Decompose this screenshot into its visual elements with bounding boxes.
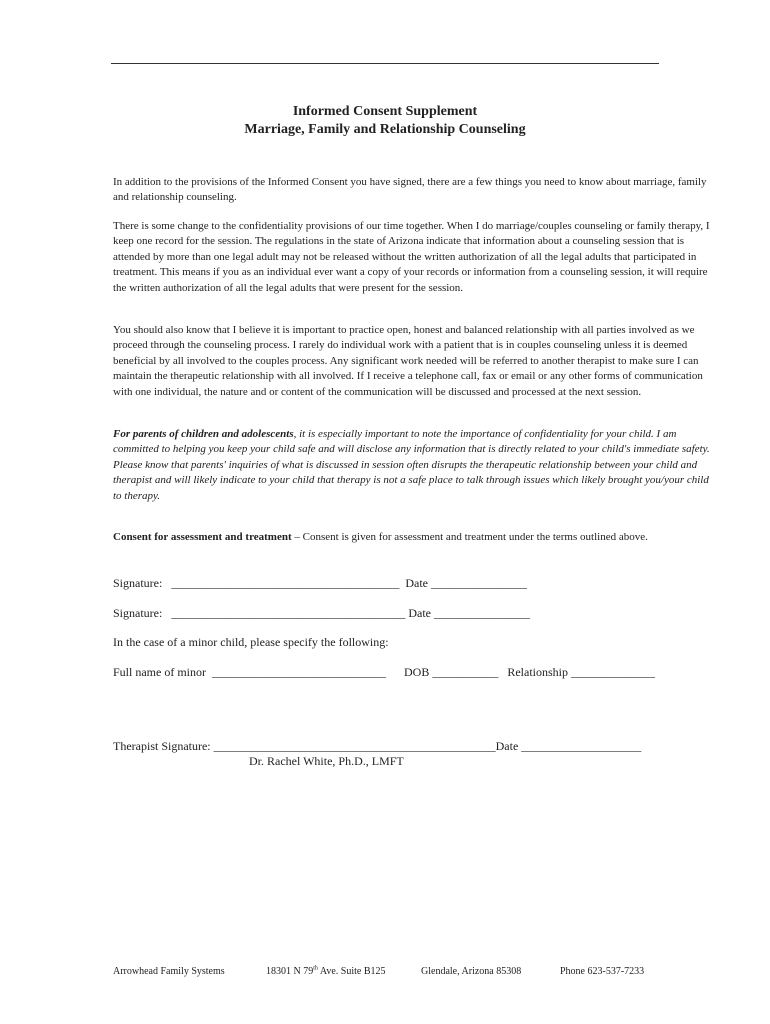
- consent-paragraph: [113, 530, 713, 545]
- top-rule: [111, 63, 659, 64]
- counseling-process-paragraph: You should also know that I believe it is important to practice open, honest and balanced relationship with all parties involved as we proceed through the counseling process. I rarely do individual work with a patient that is in couples counseling unless it is deemed beneficial by all involved to the couples process. Any significant work needed will be referred to another therapist to make sure I can maintain the therapeutic relationship with all involved. If I receive a telephone call, fax or email or any other forms of communication with one individual, the nature and or content of the communication will be discussed and processed at the next session.: [113, 324, 703, 398]
- footer-organization: Arrowhead Family Systems: [113, 966, 225, 977]
- parents-paragraph-text: , it is especially important to note the importance of confidentiality for your child. I am committed to helping you keep your child safe and will disclose any information that is directly related to your child's immediate safety. Please know that parents' inquiries of what is discussed in session often disrupts the therapeutic relationship between your child and therapist and will likely indicate to your child that therapy is not a safe place to talk through issues which likely brought you/your child to therapy.: [113, 428, 710, 502]
- footer-address-number: 18301 N 79: [266, 966, 314, 977]
- document-subtitle: Marriage, Family and Relationship Counseling: [244, 122, 526, 137]
- footer-address-street: Ave. Suite B125: [317, 966, 386, 977]
- footer-address-suffix: th: [313, 965, 318, 972]
- therapist-signature-line[interactable]: Therapist Signature: _______________________________________________Date ____________________: [113, 739, 642, 753]
- intro-paragraph: In addition to the provisions of the Informed Consent you have signed, there are a few things you need to know about marriage, family and relationship counseling.: [113, 176, 707, 204]
- document-title: Informed Consent Supplement: [292, 104, 478, 119]
- footer-address: [266, 965, 386, 979]
- consent-text: – Consent is given for assessment and treatment under the terms outlined above.: [291, 531, 648, 543]
- parents-paragraph: [113, 427, 713, 504]
- parents-paragraph-lead: For parents of children and adolescents: [113, 428, 294, 440]
- therapist-name: Dr. Rachel White, Ph.D., LMFT: [249, 754, 404, 768]
- minor-instructions: In the case of a minor child, please specify the following:: [113, 635, 389, 649]
- confidentiality-paragraph: There is some change to the confidentiality provisions of our time together. When I do marriage/couples counseling or family therapy, I keep one record for the session. The regulations in the state of Arizona indicate that information about a counseling session that is attended by more than one legal adult may not be released without the written authorization of all the legal adults that participated in treatment. This means if you as an individual ever want a copy of your records or information from a counseling session, it will require the written authorization of all the legal adults that were present for the session.: [113, 220, 710, 294]
- footer-city: Glendale, Arizona 85308: [421, 966, 522, 977]
- signature-line-1[interactable]: Signature: ______________________________________ Date ________________: [113, 576, 527, 590]
- consent-lead: Consent for assessment and treatment: [113, 531, 292, 543]
- signature-line-2[interactable]: Signature: _______________________________________ Date ________________: [113, 606, 530, 620]
- footer-phone: Phone 623-537-7233: [560, 966, 645, 977]
- minor-info-line[interactable]: Full name of minor _____________________________ DOB ___________ Relationship ______________: [113, 665, 655, 679]
